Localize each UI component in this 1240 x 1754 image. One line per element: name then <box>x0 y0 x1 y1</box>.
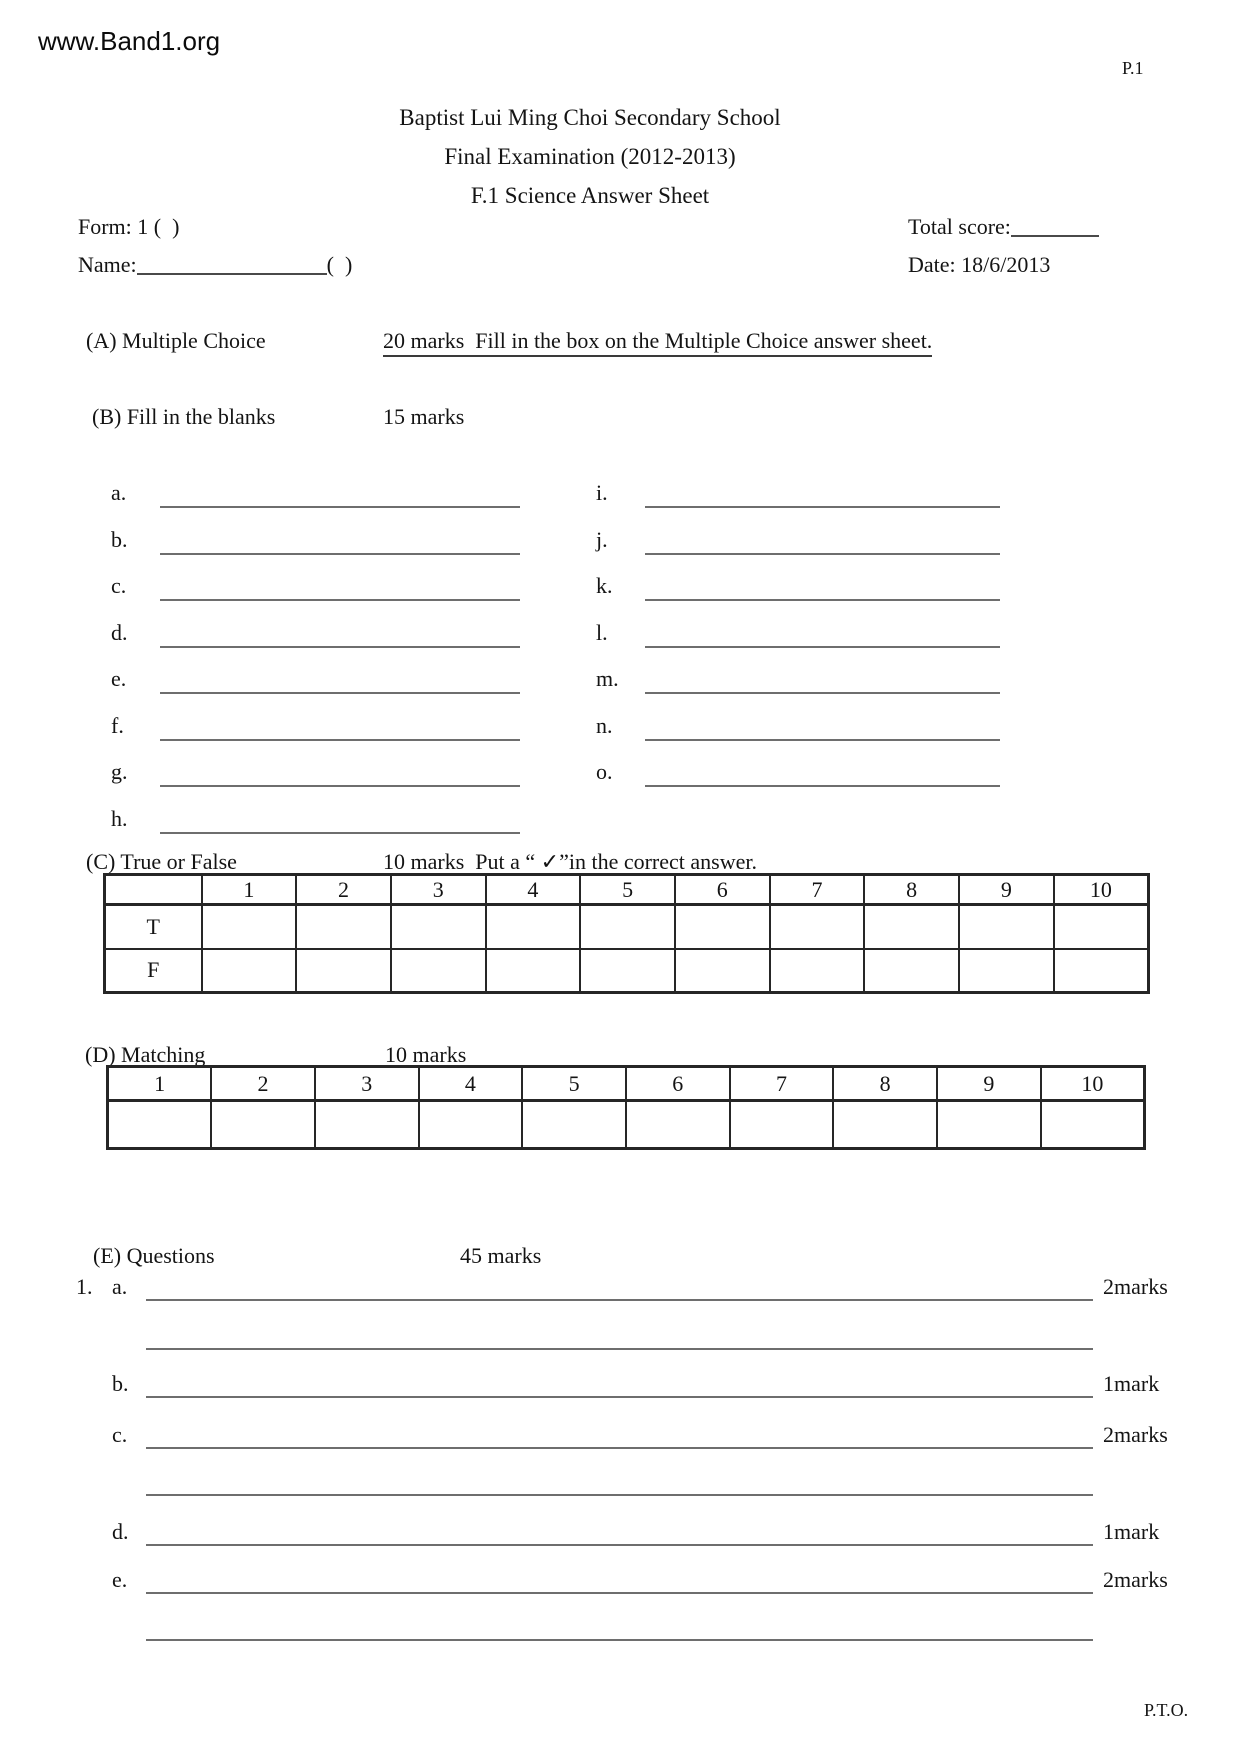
name-line <box>137 255 327 275</box>
blank-line <box>645 553 1000 555</box>
date-field: Date: 18/6/2013 <box>908 252 1051 277</box>
question-label: e. <box>112 1567 128 1592</box>
blank-line <box>645 599 1000 601</box>
name-class-suffix: ( ) <box>326 252 353 277</box>
tf-answer-cell <box>770 905 865 949</box>
matching-header-cell: 8 <box>833 1067 937 1101</box>
blank-label: j. <box>596 527 608 552</box>
matching-header-cell: 3 <box>315 1067 419 1101</box>
tf-answer-cell <box>1054 905 1149 949</box>
fill-blank-row <box>0 527 1240 557</box>
tf-answer-cell <box>580 949 675 993</box>
fill-blank-row <box>0 480 1240 510</box>
blank-label: o. <box>596 759 613 784</box>
answer-line <box>146 1447 1093 1449</box>
question-row <box>0 1519 1240 1555</box>
blank-label: n. <box>596 713 613 738</box>
tf-answer-cell <box>486 905 581 949</box>
answer-line <box>146 1494 1093 1496</box>
blank-label: b. <box>111 527 128 552</box>
form-field: Form: 1 ( ) <box>78 214 180 239</box>
section-a-note: 20 marks Fill in the box on the Multiple Choice answer sheet. <box>383 328 932 357</box>
matching-table <box>106 1065 1146 1150</box>
tf-answer-cell <box>1054 949 1149 993</box>
exam-title: Final Examination (2012-2013) <box>444 144 736 169</box>
tf-answer-cell <box>296 949 391 993</box>
tf-answer-cell <box>959 905 1054 949</box>
blank-label: e. <box>111 666 127 691</box>
question-row <box>0 1567 1240 1603</box>
total-score-line <box>1011 217 1099 237</box>
matching-answer-cell <box>1041 1101 1145 1149</box>
fill-blank-row <box>0 713 1240 743</box>
school-name: Baptist Lui Ming Choi Secondary School <box>399 105 781 130</box>
matching-answer-cell <box>522 1101 626 1149</box>
marks-label: 2marks <box>1103 1274 1168 1299</box>
tf-header-cell: 6 <box>675 875 770 905</box>
blank-line <box>645 506 1000 508</box>
matching-answer-cell <box>419 1101 523 1149</box>
tf-header-cell: 8 <box>864 875 959 905</box>
pto-label: P.T.O. <box>1144 1700 1189 1720</box>
tf-header-cell: 7 <box>770 875 865 905</box>
blank-label: g. <box>111 759 128 784</box>
matching-answer-cell <box>730 1101 834 1149</box>
matching-header-cell: 1 <box>108 1067 212 1101</box>
tf-answer-cell <box>770 949 865 993</box>
tf-corner-cell <box>105 875 202 905</box>
marks-label: 1mark <box>1103 1519 1160 1544</box>
total-score-field <box>908 214 1099 240</box>
tf-answer-cell <box>675 949 770 993</box>
marks-label: 2marks <box>1103 1422 1168 1447</box>
tf-header-cell: 10 <box>1054 875 1149 905</box>
matching-header-cell: 2 <box>211 1067 315 1101</box>
marks-label: 2marks <box>1103 1567 1168 1592</box>
total-score-label: Total score: <box>908 214 1011 239</box>
section-b-title: (B) Fill in the blanks <box>92 404 276 429</box>
blank-label: k. <box>596 573 613 598</box>
question-label: c. <box>112 1422 128 1447</box>
tf-answer-cell <box>391 949 486 993</box>
answer-line <box>146 1396 1093 1398</box>
matching-header-cell: 10 <box>1041 1067 1145 1101</box>
answer-line <box>146 1544 1093 1546</box>
blank-label: h. <box>111 806 128 831</box>
answer-line <box>146 1299 1093 1301</box>
tf-header-cell: 1 <box>202 875 297 905</box>
blank-label: f. <box>111 713 124 738</box>
tf-answer-cell <box>296 905 391 949</box>
matching-header-cell: 4 <box>419 1067 523 1101</box>
true-false-table <box>103 873 1150 994</box>
matching-answer-cell <box>833 1101 937 1149</box>
fill-blank-row <box>0 573 1240 603</box>
matching-answer-cell <box>937 1101 1041 1149</box>
blank-label: m. <box>596 666 619 691</box>
blank-label: a. <box>111 480 127 505</box>
tf-answer-cell <box>202 905 297 949</box>
section-d-title: (D) Matching <box>85 1042 206 1067</box>
tf-header-cell: 3 <box>391 875 486 905</box>
marks-label: 1mark <box>1103 1371 1160 1396</box>
matching-header-cell: 9 <box>937 1067 1041 1101</box>
tf-header-cell: 5 <box>580 875 675 905</box>
blank-line <box>645 785 1000 787</box>
question-label: d. <box>112 1519 129 1544</box>
tf-row-label: F <box>105 949 202 993</box>
matching-answer-cell <box>626 1101 730 1149</box>
sheet-title: F.1 Science Answer Sheet <box>470 183 710 208</box>
question-label: a. <box>112 1274 128 1299</box>
title-block <box>0 98 1180 215</box>
name-label: Name: <box>78 252 137 277</box>
section-b-marks: 15 marks <box>383 404 465 429</box>
matching-answer-cell <box>315 1101 419 1149</box>
blank-label: d. <box>111 620 128 645</box>
answer-line <box>146 1348 1093 1350</box>
section-e-marks: 45 marks <box>460 1243 542 1268</box>
matching-header-cell: 7 <box>730 1067 834 1101</box>
section-d-marks: 10 marks <box>385 1042 467 1067</box>
matching-header-cell: 6 <box>626 1067 730 1101</box>
blank-label: l. <box>596 620 608 645</box>
question-number: 1. <box>76 1274 93 1299</box>
blank-line <box>160 832 520 834</box>
site-watermark: www.Band1.org <box>38 26 221 56</box>
blank-line <box>645 692 1000 694</box>
question-row <box>0 1371 1240 1407</box>
section-c-title: (C) True or False <box>86 849 237 874</box>
tf-answer-cell <box>486 949 581 993</box>
matching-answer-cell <box>108 1101 212 1149</box>
fill-blank-row <box>0 806 1240 836</box>
tf-header-cell: 4 <box>486 875 581 905</box>
tf-answer-cell <box>202 949 297 993</box>
blank-line <box>645 739 1000 741</box>
tf-answer-cell <box>959 949 1054 993</box>
fill-blank-row <box>0 759 1240 789</box>
section-e-title: (E) Questions <box>93 1243 215 1268</box>
answer-line <box>146 1592 1093 1594</box>
tf-answer-cell <box>864 949 959 993</box>
question-row <box>0 1274 1240 1310</box>
section-a-title: (A) Multiple Choice <box>86 328 266 353</box>
tf-row-label: T <box>105 905 202 949</box>
section-c-note: 10 marks Put a “ ✓”in the correct answer. <box>383 849 757 874</box>
blank-label: i. <box>596 480 608 505</box>
blank-label: c. <box>111 573 127 598</box>
matching-header-cell: 5 <box>522 1067 626 1101</box>
tf-answer-cell <box>675 905 770 949</box>
answer-line <box>146 1639 1093 1641</box>
tf-answer-cell <box>391 905 486 949</box>
matching-answer-cell <box>211 1101 315 1149</box>
fill-blank-row <box>0 666 1240 696</box>
page-number: P.1 <box>1122 58 1144 78</box>
question-label: b. <box>112 1371 129 1396</box>
fill-blank-row <box>0 620 1240 650</box>
tf-answer-cell <box>580 905 675 949</box>
name-field <box>78 252 352 278</box>
question-row <box>0 1422 1240 1458</box>
blank-line <box>645 646 1000 648</box>
tf-header-cell: 9 <box>959 875 1054 905</box>
tf-answer-cell <box>864 905 959 949</box>
tf-header-cell: 2 <box>296 875 391 905</box>
